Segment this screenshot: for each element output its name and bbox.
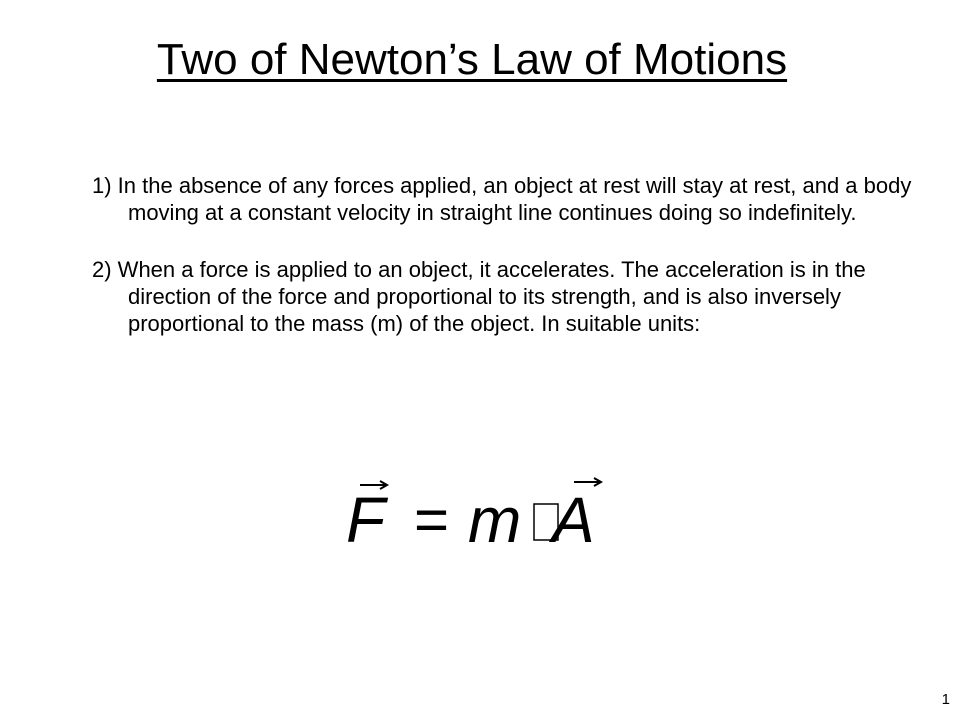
formula-lhs: F: [346, 484, 386, 556]
formula-equals: =: [414, 486, 450, 553]
formula-f-equals-ma: [330, 470, 630, 560]
body-text: [92, 172, 922, 367]
law-2-text: 2) When a force is applied to an object, it accelerates. The acceleration is in the direction of the force and proportional to its strength, and is also inversely proportional to the mass (m) of the object. In suitable units:: [92, 257, 866, 336]
law-1-text: 1) In the absence of any forces applied, an object at rest will stay at rest, and a body moving at a constant velocity in straight line continues doing so indefinitely.: [92, 173, 912, 225]
formula-mass: m: [468, 484, 522, 556]
page-number: 1: [941, 691, 950, 708]
slide-title: Two of Newton’s Law of Motions: [156, 35, 788, 84]
formula-rhs: A: [552, 484, 595, 556]
